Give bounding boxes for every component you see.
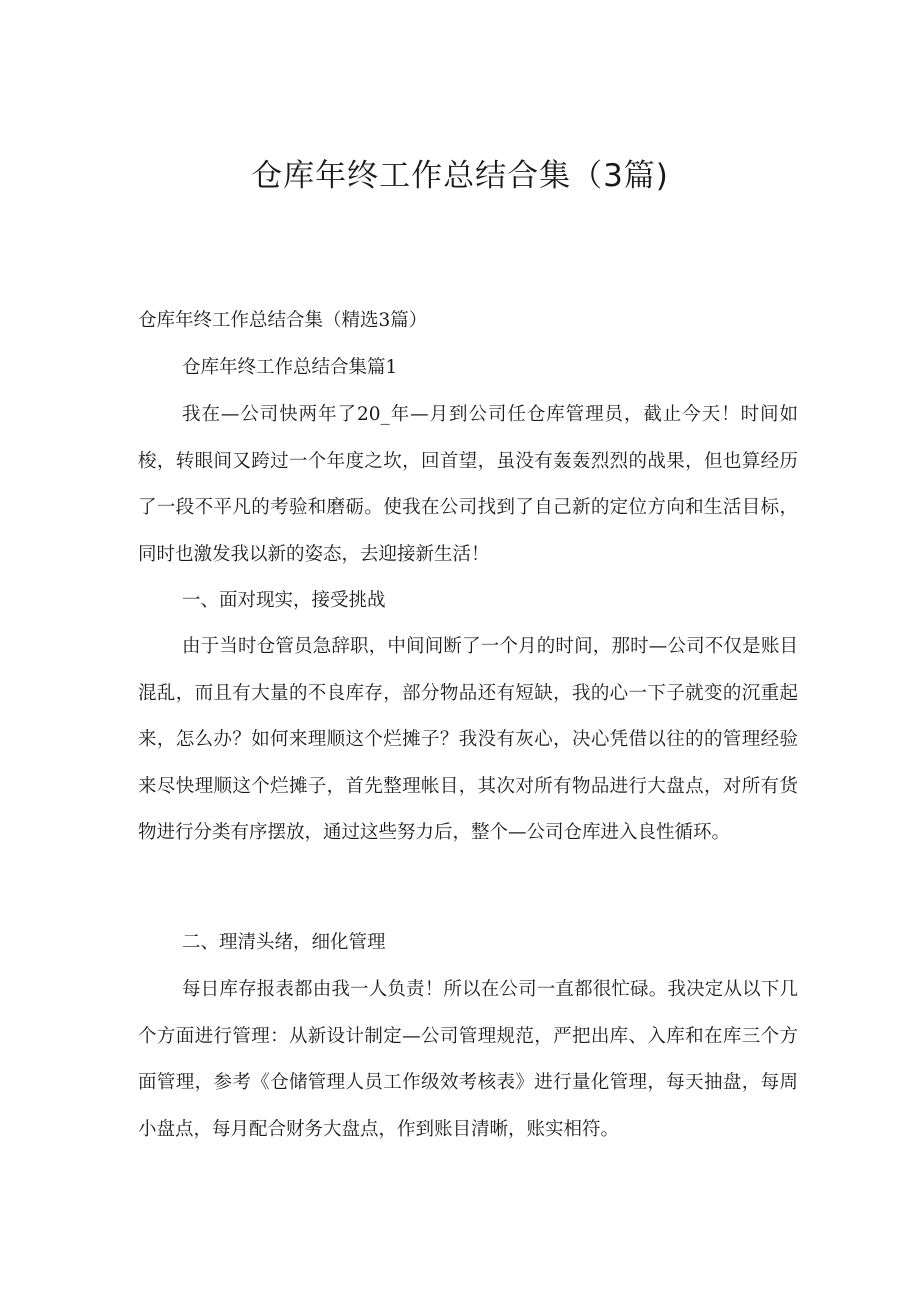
paragraph-intro: 我在—公司快两年了20_年—月到公司任仓库管理员，截止今天！时间如梭，转眼间又跨过一个年度之坎，回首望，虽没有轰轰烈烈的战果，但也算经历了一段不平凡的考验和磨砺。使我在公司找到了自己新的定位方向和生活目标，同时也激发我以新的姿态，去迎接新生活！ <box>138 404 798 565</box>
section-heading-1: 一、面对现实，接受挑战 <box>182 590 386 611</box>
paragraph-section-1: 由于当时仓管员急辞职，中间间断了一个月的时间，那时—公司不仅是账目混乱，而且有大量的不良库存，部分物品还有短缺，我的心一下子就变的沉重起来，怎么办？如何来理顺这个烂摊子？我没有灰心，决心凭借以往的的管理经验来尽快理顺这个烂摊子，首先整理帐目，其次对所有物品进行大盘点，对所有货物进行分类有序摆放，通过这些努力后，整个—公司仓库进入良性循环。 <box>138 636 798 843</box>
document-subtitle: 仓库年终工作总结合集（精选3篇） <box>138 310 428 331</box>
paragraph-section-2: 每日库存报表都由我一人负责！所以在公司一直都很忙碌。我决定从以下几个方面进行管理：从新设计制定—公司管理规范，严把出库、入库和在库三个方面管理，参考《仓储管理人员工作级效考核表》进行量化管理，每天抽盘，每周小盘点，每月配合财务大盘点，作到账目清晰，账实相符。 <box>138 979 798 1140</box>
article-heading: 仓库年终工作总结合集篇1 <box>182 357 398 378</box>
document-title: 仓库年终工作总结合集（3篇) <box>251 158 669 194</box>
section-heading-2: 二、理清头绪，细化管理 <box>182 932 386 953</box>
